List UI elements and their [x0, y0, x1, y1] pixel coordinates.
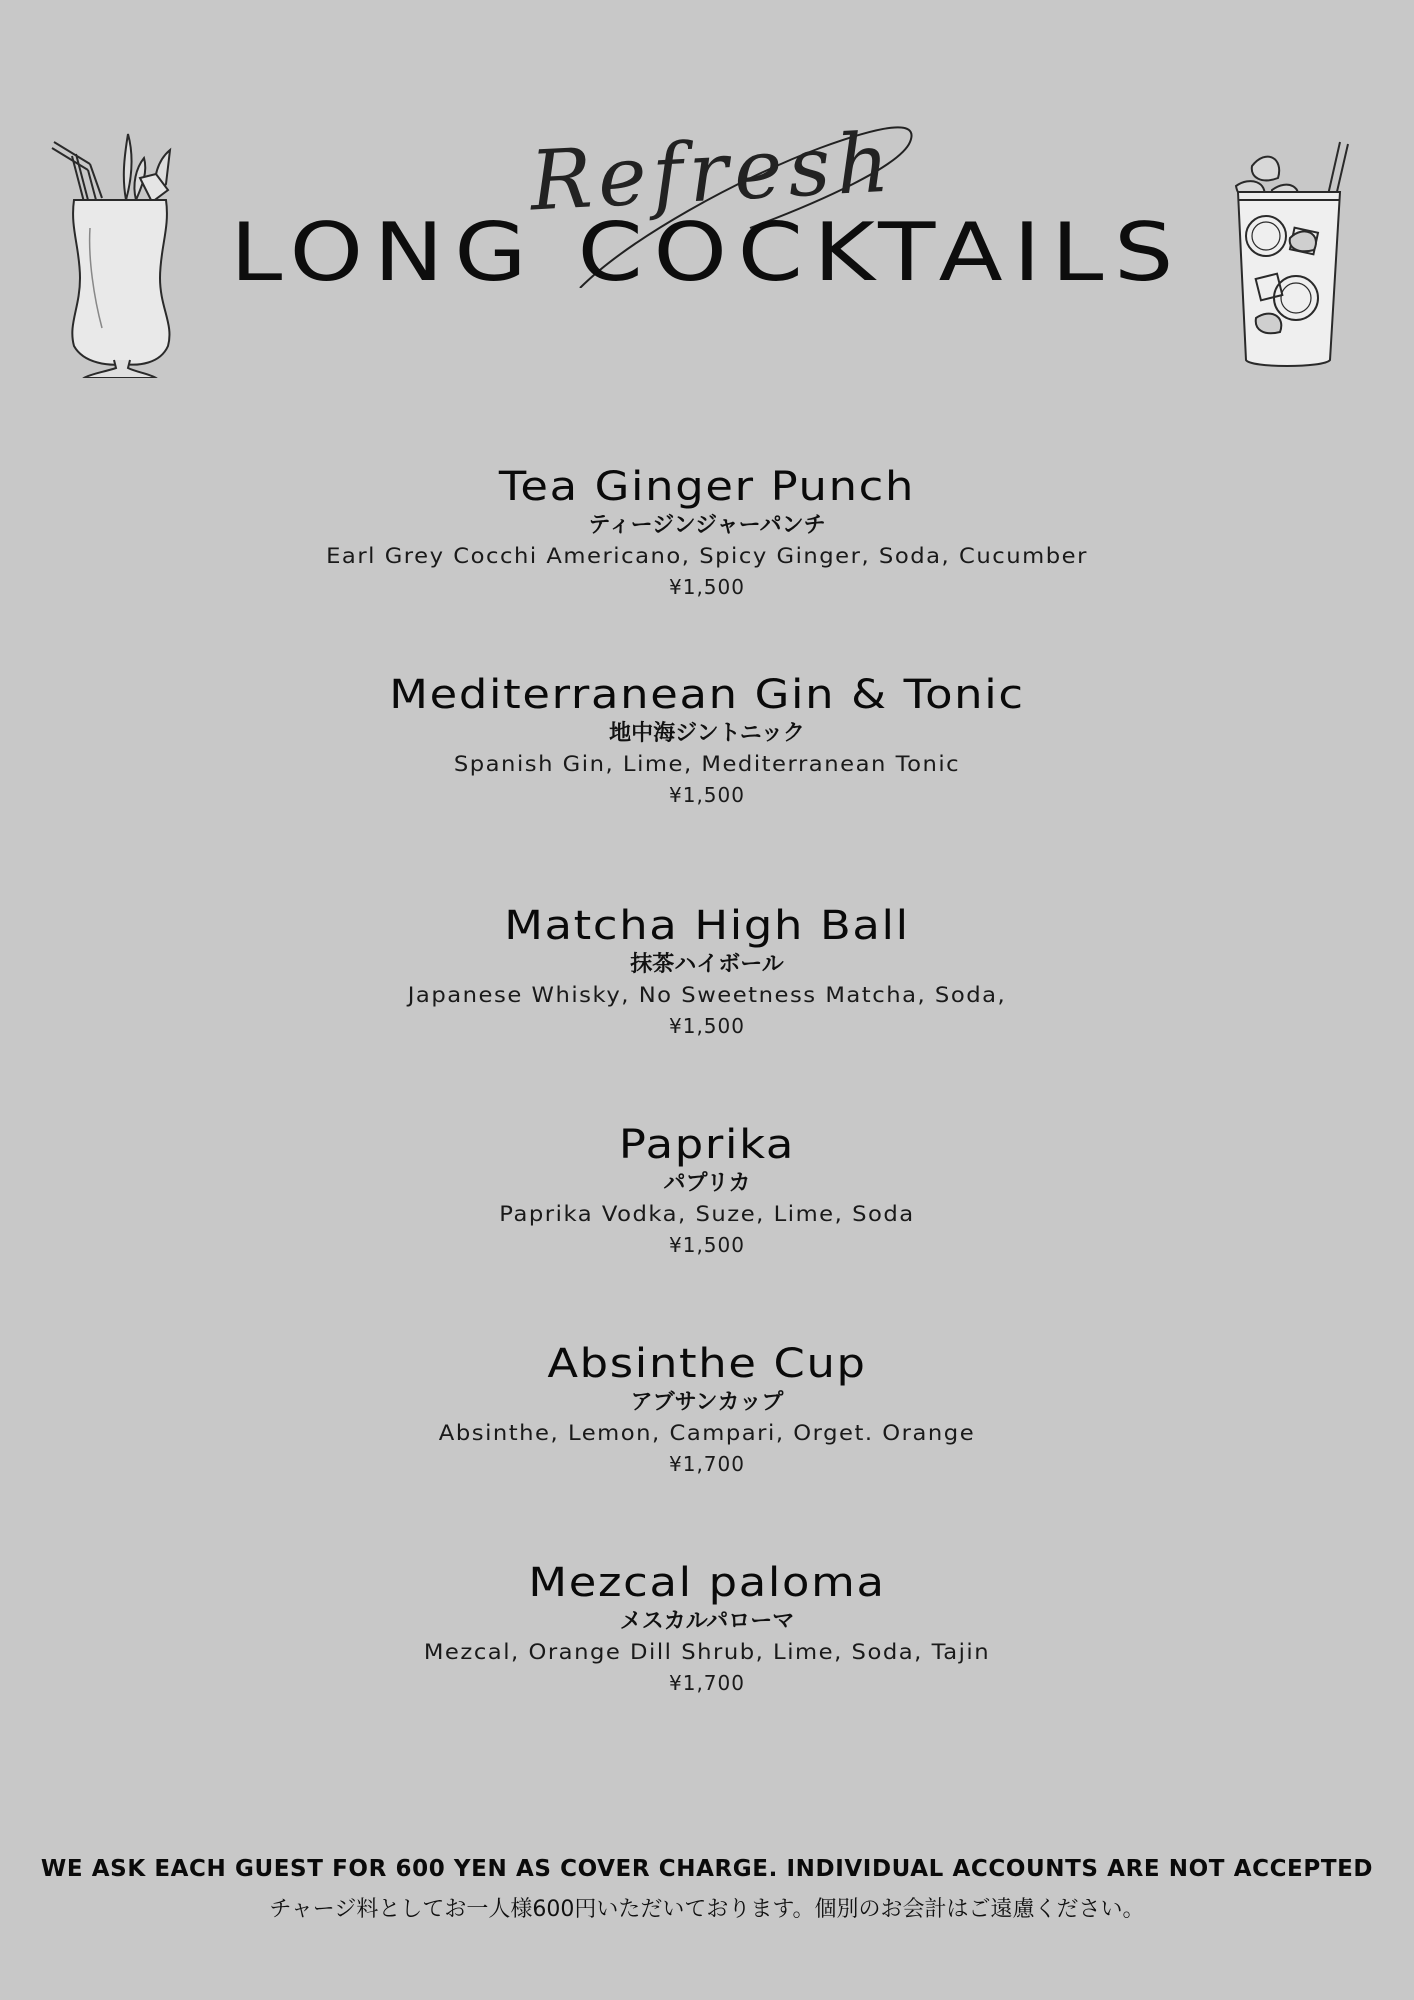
script-subtitle: Refresh: [527, 115, 898, 230]
item-description: Absinthe, Lemon, Campari, Orget. Orange: [438, 1421, 976, 1445]
item-name-japanese: パプリカ: [663, 1171, 751, 1196]
item-description: Japanese Whisky, No Sweetness Matcha, Soda,: [407, 983, 1007, 1007]
menu-header: [0, 0, 1414, 400]
menu-item: [0, 1341, 1414, 1479]
page-title: LONG COCKTAILS: [230, 206, 1184, 299]
cover-charge-english: WE ASK EACH GUEST FOR 600 YEN AS COVER CHARGE. INDIVIDUAL ACCOUNTS ARE NOT ACCEPTED: [40, 1856, 1374, 1882]
item-description: Mezcal, Orange Dill Shrub, Lime, Soda, Tajin: [423, 1640, 991, 1664]
item-description: Paprika Vodka, Suze, Lime, Soda: [499, 1202, 915, 1226]
menu-item: [0, 1122, 1414, 1260]
menu-item: [0, 903, 1414, 1041]
item-price: ¥1,500: [669, 1233, 745, 1257]
item-name-japanese: ティージンジャーパンチ: [588, 513, 826, 538]
item-name-japanese: 地中海ジントニック: [609, 721, 805, 746]
item-name-japanese: メスカルパローマ: [619, 1609, 795, 1634]
item-description: Earl Grey Cocchi Americano, Spicy Ginger, Soda, Cucumber: [326, 544, 1088, 568]
item-price: ¥1,500: [669, 783, 745, 807]
item-name-japanese: 抹茶ハイボール: [630, 952, 784, 977]
item-name-japanese: アブサンカップ: [630, 1390, 784, 1415]
item-name: Mezcal paloma: [528, 1560, 886, 1606]
item-price: ¥1,700: [669, 1452, 745, 1476]
item-name: Paprika: [618, 1122, 796, 1168]
item-price: ¥1,500: [669, 1014, 745, 1038]
item-price: ¥1,700: [669, 1671, 745, 1695]
menu-item: [0, 1560, 1414, 1698]
item-price: ¥1,500: [669, 575, 745, 599]
highball-glass-icon: [1232, 138, 1357, 373]
item-description: Spanish Gin, Lime, Mediterranean Tonic: [453, 752, 961, 776]
item-name: Absinthe Cup: [547, 1341, 867, 1387]
cover-charge-japanese: チャージ料としてお一人様600円いただいております。個別のお会計はご遠慮ください。: [269, 1897, 1145, 1922]
item-name: Mediterranean Gin & Tonic: [389, 672, 1025, 718]
menu-item: [0, 672, 1414, 810]
item-name: Tea Ginger Punch: [498, 464, 916, 510]
item-name: Matcha High Ball: [504, 903, 910, 949]
menu-item: [0, 464, 1414, 602]
cover-charge-notice: [0, 1856, 1414, 1923]
